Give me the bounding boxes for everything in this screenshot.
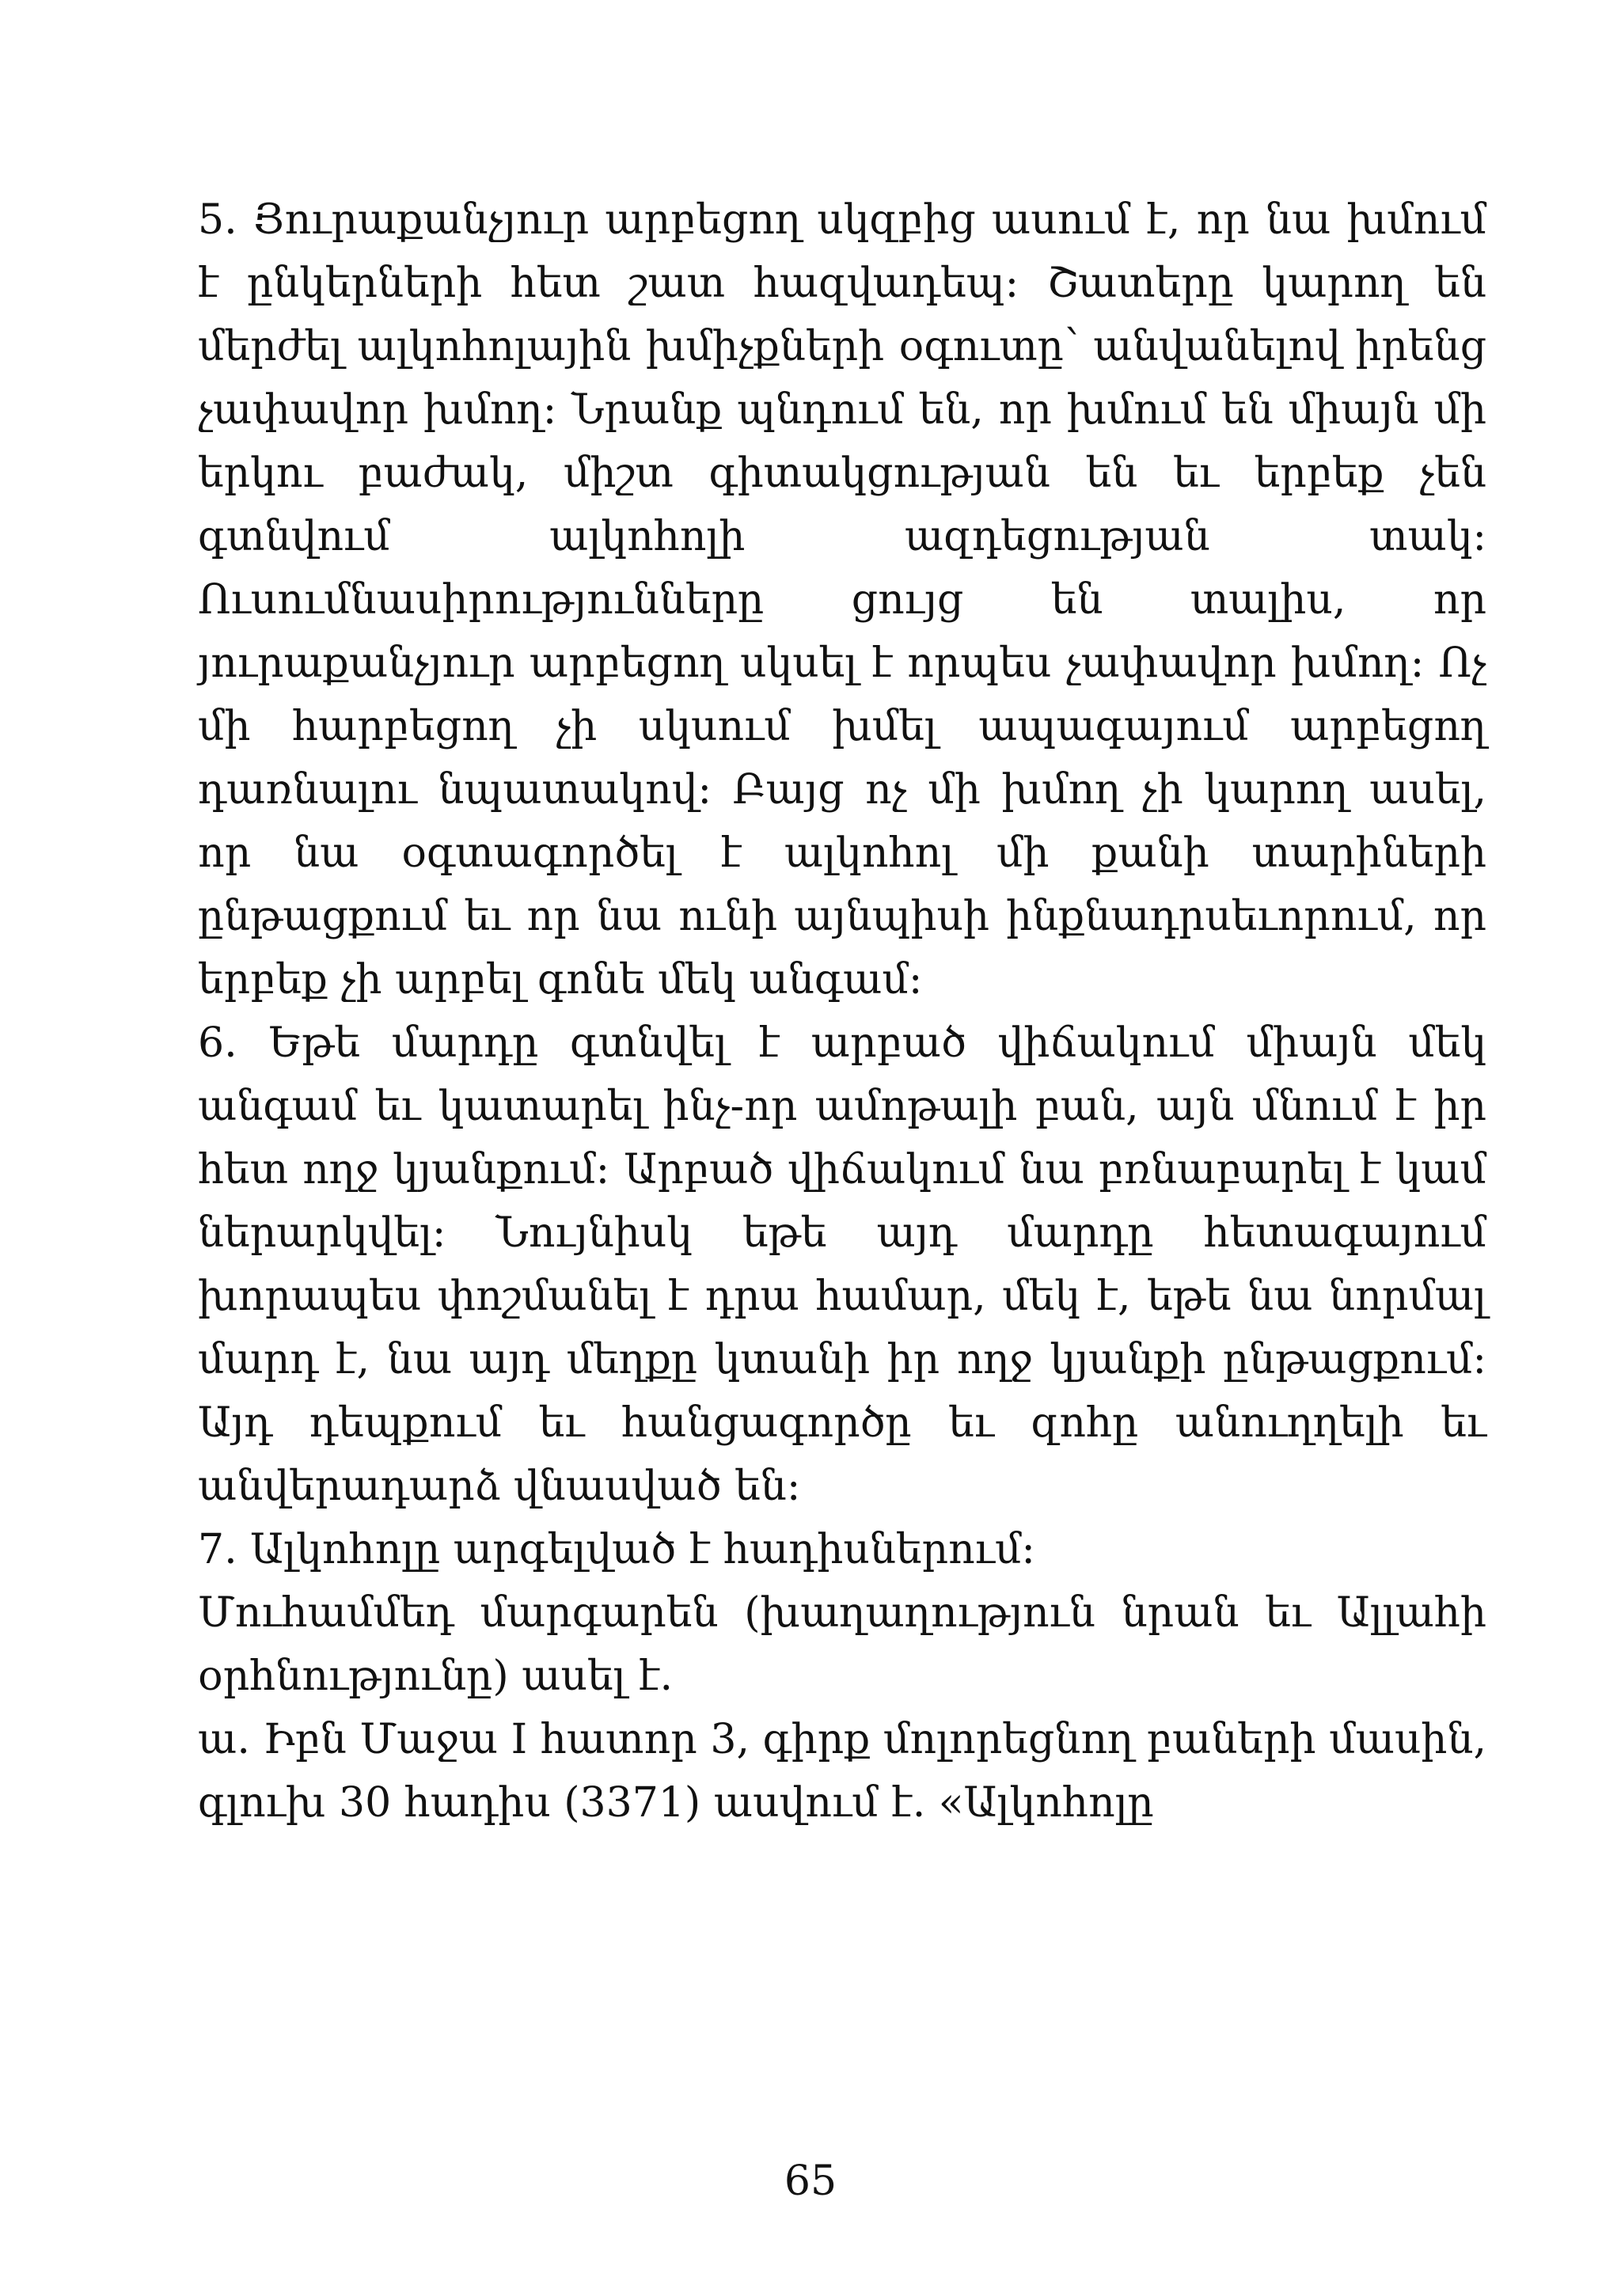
paragraph-ibn-maja: ա. Իբն Մաջա I հատոր 3, գիրք մոլորեցնող բաների մասին, գլուխ 30 հադիս (3371) ասվում է. «Ալկոհոլը [198, 1716, 1486, 1827]
page-number: 65 [784, 2157, 837, 2205]
paragraph-prophet-quote: Մուհամմեդ մարգարեն (խաղաղություն նրան եւ Ալլահի օրհնությունը) ասել է. [198, 1589, 1486, 1700]
paragraph-6: 6. Եթե մարդը գտնվել է արբած վիճակում միայն մեկ անգամ եւ կատարել ինչ-որ ամոթալի բան, այն մնում է իր հետ ողջ կյանքում: Արբած վիճակում նա բռնաբարել է կամ ներարկվել: Նույնիսկ եթե այդ մարդը հետագայում խորապես փոշմանել է դրա համար, մեկ է, եթե նա նորմալ մարդ է, նա այդ մեղքը կտանի իր ողջ կյանքի ընթացքում: Այդ դեպքում եւ հանցագործը եւ զոհը անուղղելի եւ անվերադարձ վնասված են: [198, 1019, 1486, 1510]
paragraph-5: 5. Յուրաքանչյուր արբեցող սկզբից ասում է, որ նա խմում է ընկերների հետ շատ հազվադեպ: Շատերը կարող են մերժել ալկոհոլային խմիչքների օգուտը՝ անվանելով իրենց չափավոր խմող: Նրանք պնդում են, որ խմում են միայն մի երկու բաժակ, միշտ գիտակցության են եւ երբեք չեն գտնվում ալկոհոլի ազդեցության տակ: Ուսումնասիրությունները ցույց են տալիս, որ յուրաքանչյուր արբեցող սկսել է որպես չափավոր խմող: Ոչ մի հարբեցող չի սկսում խմել ապագայում արբեցող դառնալու նպատակով: Բայց ոչ մի խմող չի կարող ասել, որ նա օգտագործել է ալկոհոլ մի քանի տարիների ընթացքում եւ որ նա ունի այնպիսի ինքնադրսեւորում, որ երբեք չի արբել գոնե մեկ անգամ: [198, 196, 1486, 1004]
page-body [198, 188, 1486, 1835]
paragraph-7-heading: 7. Ալկոհոլը արգելված է հադիսներում: [198, 1526, 1035, 1573]
